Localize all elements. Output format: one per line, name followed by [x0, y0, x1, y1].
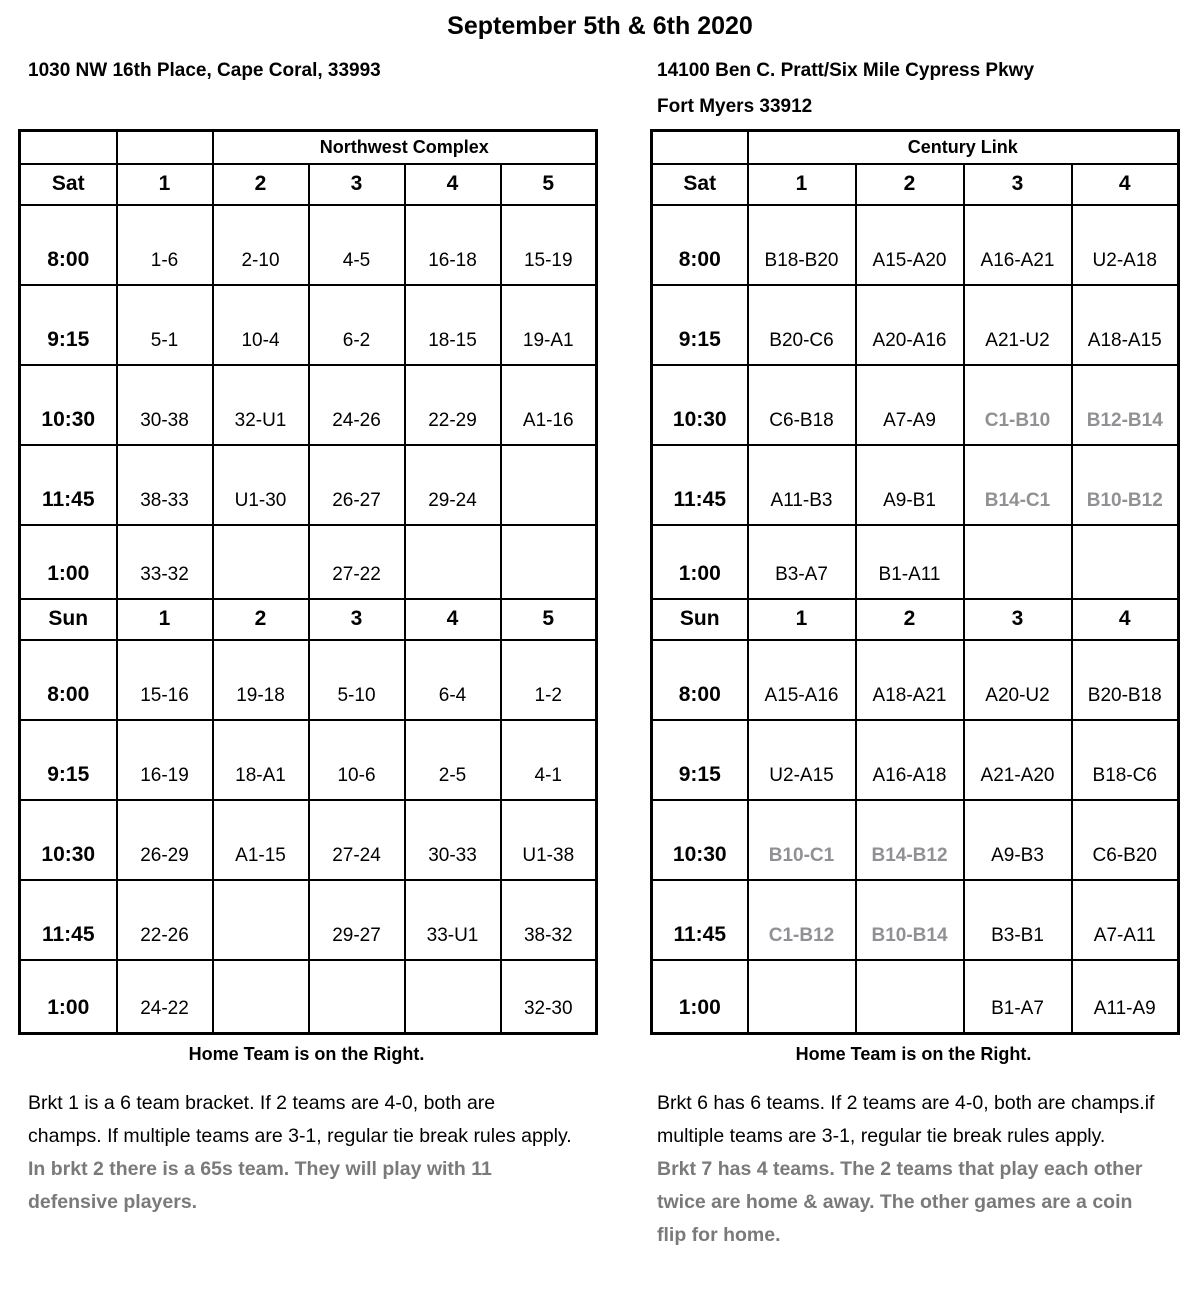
table-row [20, 800, 597, 880]
game-cell: 27-24 [309, 800, 405, 880]
time-label: 8:00 [652, 640, 748, 720]
game-cell: 15-16 [117, 640, 213, 720]
game-cell: B14-C1 [964, 445, 1072, 525]
game-cell: 1-6 [117, 205, 213, 285]
blank-cell [117, 131, 213, 164]
game-cell: B3-B1 [964, 880, 1072, 960]
game-cell: 6-2 [309, 285, 405, 365]
schedule-tables [0, 129, 1200, 1065]
game-cell: 6-4 [405, 640, 501, 720]
northwest-complex-section [18, 129, 595, 1065]
game-cell: A9-B3 [964, 800, 1072, 880]
table-row [652, 960, 1179, 1034]
address-right-line1: 14100 Ben C. Pratt/Six Mile Cypress Pkwy [657, 60, 1035, 81]
field-number: 1 [748, 164, 856, 205]
table-row [652, 365, 1179, 445]
time-label: 1:00 [652, 525, 748, 599]
game-cell: C6-B18 [748, 365, 856, 445]
table-row [652, 720, 1179, 800]
table-row [652, 525, 1179, 599]
game-cell: 22-26 [117, 880, 213, 960]
page-title: September 5th & 6th 2020 [447, 12, 753, 40]
time-label: 11:45 [20, 880, 117, 960]
time-label: 8:00 [652, 205, 748, 285]
day-label: Sun [20, 599, 117, 640]
game-cell: B10-B12 [1072, 445, 1179, 525]
game-cell: 16-18 [405, 205, 501, 285]
day-label: Sat [652, 164, 748, 205]
field-number: 3 [309, 164, 405, 205]
game-cell: B1-A11 [856, 525, 964, 599]
game-cell: C6-B20 [1072, 800, 1179, 880]
game-cell: 26-29 [117, 800, 213, 880]
table-row [20, 525, 597, 599]
game-cell: 1-2 [501, 640, 597, 720]
field-number: 4 [1072, 599, 1179, 640]
game-cell [213, 960, 309, 1034]
game-cell: A15-A16 [748, 640, 856, 720]
game-cell: 33-U1 [405, 880, 501, 960]
home-team-note-left: Home Team is on the Right. [188, 1044, 425, 1064]
time-label: 9:15 [652, 720, 748, 800]
game-cell: 18-A1 [213, 720, 309, 800]
field-number: 3 [964, 164, 1072, 205]
table-row [20, 880, 597, 960]
game-cell: 4-1 [501, 720, 597, 800]
game-cell [748, 960, 856, 1034]
blank-cell [20, 131, 117, 164]
game-cell: 24-22 [117, 960, 213, 1034]
game-cell: B3-A7 [748, 525, 856, 599]
game-cell: 22-29 [405, 365, 501, 445]
table-row [652, 800, 1179, 880]
game-cell: 2-10 [213, 205, 309, 285]
game-cell: A1-15 [213, 800, 309, 880]
game-cell: 24-26 [309, 365, 405, 445]
game-cell: A18-A15 [1072, 285, 1179, 365]
game-cell [964, 525, 1072, 599]
table-row [652, 131, 1179, 164]
game-cell: A16-A18 [856, 720, 964, 800]
game-cell: 5-1 [117, 285, 213, 365]
day-label: Sat [20, 164, 117, 205]
century-link-section [650, 129, 1177, 1065]
table-row [652, 880, 1179, 960]
game-cell: 38-33 [117, 445, 213, 525]
game-cell: 26-27 [309, 445, 405, 525]
time-label: 11:45 [20, 445, 117, 525]
table-row [20, 365, 597, 445]
game-cell [501, 525, 597, 599]
field-number: 4 [1072, 164, 1179, 205]
game-cell [1072, 525, 1179, 599]
game-cell: 16-19 [117, 720, 213, 800]
field-number: 5 [501, 164, 597, 205]
bracket-note-2: In brkt 2 there is a 65s team. They will play with 11 defensive players. [28, 1158, 492, 1213]
game-cell: 30-33 [405, 800, 501, 880]
table-row [20, 640, 597, 720]
time-label: 9:15 [20, 285, 117, 365]
home-team-note-right: Home Team is on the Right. [795, 1044, 1032, 1064]
field-number: 4 [405, 164, 501, 205]
time-label: 10:30 [20, 800, 117, 880]
game-cell [405, 525, 501, 599]
field-number: 3 [309, 599, 405, 640]
time-label: 9:15 [20, 720, 117, 800]
day-label: Sun [652, 599, 748, 640]
game-cell: A20-U2 [964, 640, 1072, 720]
table-row [652, 285, 1179, 365]
game-cell: C1-B10 [964, 365, 1072, 445]
table-row [20, 285, 597, 365]
bracket-note-7: Brkt 7 has 4 teams. The 2 teams that play each other twice are home & away. The other games are a coin flip for home. [657, 1158, 1143, 1246]
table-row [20, 164, 597, 205]
game-cell: A21-A20 [964, 720, 1072, 800]
game-cell: U2-A18 [1072, 205, 1179, 285]
game-cell: B20-C6 [748, 285, 856, 365]
game-cell: 29-27 [309, 880, 405, 960]
game-cell: A15-A20 [856, 205, 964, 285]
game-cell [213, 525, 309, 599]
game-cell: B18-B20 [748, 205, 856, 285]
game-cell [309, 960, 405, 1034]
game-cell: C1-B12 [748, 880, 856, 960]
game-cell: 10-4 [213, 285, 309, 365]
time-label: 9:15 [652, 285, 748, 365]
game-cell: 2-5 [405, 720, 501, 800]
game-cell: A16-A21 [964, 205, 1072, 285]
century-link-schedule-table [650, 129, 1180, 1035]
game-cell: 19-18 [213, 640, 309, 720]
time-label: 8:00 [20, 205, 117, 285]
venue-name: Century Link [748, 131, 1179, 164]
game-cell: A7-A11 [1072, 880, 1179, 960]
table-row [20, 205, 597, 285]
game-cell [213, 880, 309, 960]
game-cell: B10-C1 [748, 800, 856, 880]
address-right-line2: Fort Myers 33912 [657, 96, 813, 117]
venue-address-right [657, 59, 1177, 119]
table-row [20, 720, 597, 800]
field-number: 1 [117, 164, 213, 205]
bracket-notes-left [28, 1087, 573, 1252]
game-cell: A11-A9 [1072, 960, 1179, 1034]
field-number: 1 [748, 599, 856, 640]
game-cell: B18-C6 [1072, 720, 1179, 800]
game-cell: 32-30 [501, 960, 597, 1034]
field-number: 3 [964, 599, 1072, 640]
game-cell: B1-A7 [964, 960, 1072, 1034]
game-cell: U2-A15 [748, 720, 856, 800]
game-cell: 29-24 [405, 445, 501, 525]
game-cell: 18-15 [405, 285, 501, 365]
game-cell: 5-10 [309, 640, 405, 720]
time-label: 11:45 [652, 445, 748, 525]
game-cell: A21-U2 [964, 285, 1072, 365]
time-label: 10:30 [652, 800, 748, 880]
game-cell: 10-6 [309, 720, 405, 800]
field-number: 2 [213, 599, 309, 640]
table-row [20, 960, 597, 1034]
field-number: 5 [501, 599, 597, 640]
game-cell: 33-32 [117, 525, 213, 599]
game-cell: A9-B1 [856, 445, 964, 525]
bracket-notes [0, 1087, 1200, 1252]
bracket-note-1: Brkt 1 is a 6 team bracket. If 2 teams are 4-0, both are champs. If multiple teams are 3-1, regular tie break rules apply. [28, 1092, 572, 1147]
field-number: 4 [405, 599, 501, 640]
game-cell: U1-30 [213, 445, 309, 525]
game-cell [501, 445, 597, 525]
table-row [652, 445, 1179, 525]
table-row [20, 445, 597, 525]
game-cell: A7-A9 [856, 365, 964, 445]
blank-cell [652, 131, 748, 164]
venue-name: Northwest Complex [213, 131, 597, 164]
game-cell: 38-32 [501, 880, 597, 960]
table-row [652, 164, 1179, 205]
time-label: 10:30 [20, 365, 117, 445]
game-cell: A20-A16 [856, 285, 964, 365]
time-label: 8:00 [20, 640, 117, 720]
game-cell: 19-A1 [501, 285, 597, 365]
time-label: 10:30 [652, 365, 748, 445]
time-label: 11:45 [652, 880, 748, 960]
field-number: 2 [856, 599, 964, 640]
game-cell: A11-B3 [748, 445, 856, 525]
time-label: 1:00 [652, 960, 748, 1034]
venue-address-left: 1030 NW 16th Place, Cape Coral, 33993 [28, 60, 381, 81]
game-cell: 30-38 [117, 365, 213, 445]
field-number: 2 [856, 164, 964, 205]
game-cell: B12-B14 [1072, 365, 1179, 445]
field-number: 2 [213, 164, 309, 205]
bracket-note-6: Brkt 6 has 6 teams. If 2 teams are 4-0, both are champs.if multiple teams are 3-1, regular tie break rules apply. [657, 1092, 1155, 1147]
table-row [20, 599, 597, 640]
bracket-notes-right [657, 1087, 1162, 1252]
game-cell: A1-16 [501, 365, 597, 445]
game-cell: B20-B18 [1072, 640, 1179, 720]
time-label: 1:00 [20, 960, 117, 1034]
game-cell: B10-B14 [856, 880, 964, 960]
time-label: 1:00 [20, 525, 117, 599]
table-row [652, 205, 1179, 285]
game-cell: 15-19 [501, 205, 597, 285]
address-row [0, 59, 1200, 119]
game-cell: 4-5 [309, 205, 405, 285]
game-cell [856, 960, 964, 1034]
table-row [20, 131, 597, 164]
table-row [652, 640, 1179, 720]
game-cell: A18-A21 [856, 640, 964, 720]
field-number: 1 [117, 599, 213, 640]
game-cell [405, 960, 501, 1034]
game-cell: B14-B12 [856, 800, 964, 880]
game-cell: 32-U1 [213, 365, 309, 445]
northwest-schedule-table [18, 129, 598, 1035]
game-cell: U1-38 [501, 800, 597, 880]
table-row [652, 599, 1179, 640]
game-cell: 27-22 [309, 525, 405, 599]
